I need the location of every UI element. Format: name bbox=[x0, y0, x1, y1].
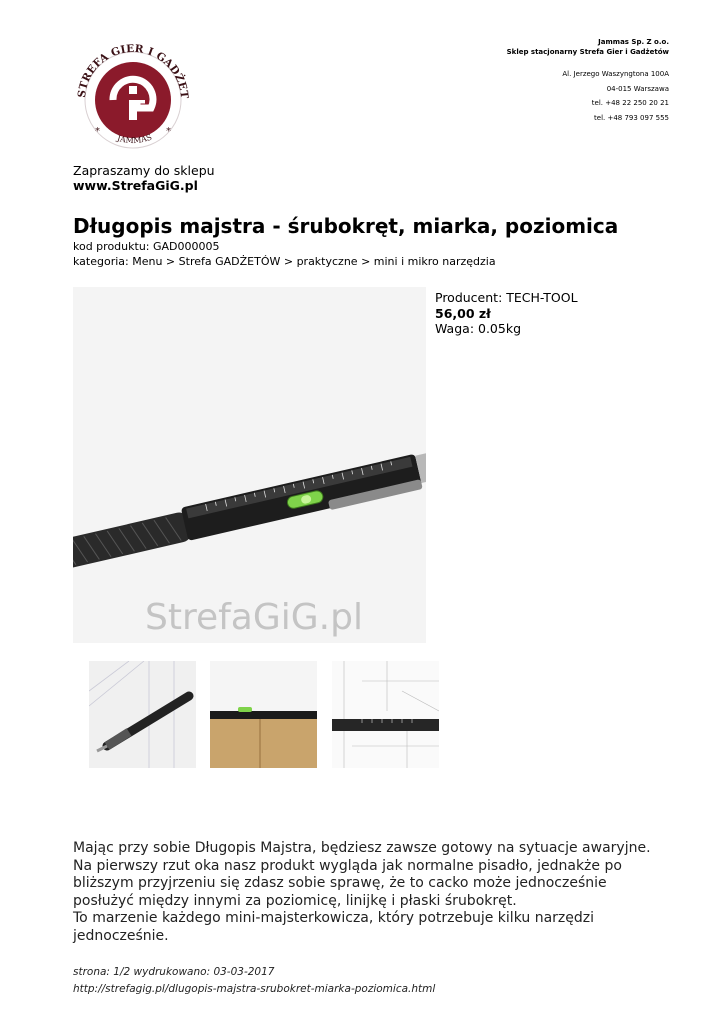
thumbnail-3[interactable] bbox=[332, 661, 439, 768]
thumbnail-2[interactable] bbox=[210, 661, 317, 768]
svg-text:*: * bbox=[95, 126, 100, 137]
company-info bbox=[507, 37, 669, 125]
product-code: kod produktu: GAD000005 bbox=[73, 240, 220, 253]
footer-url[interactable]: http://strefagig.pl/dlugopis-majstra-srubokret-miarka-poziomica.html bbox=[73, 983, 436, 995]
thumbnail-3-image bbox=[332, 661, 439, 768]
watermark-text: StrefaGiG.pl bbox=[145, 597, 363, 638]
company-subtitle: Sklep stacjonarny Strefa Gier i Gadżetów bbox=[506, 48, 669, 56]
description-paragraph: Na pierwszy rzut oka nasz produkt wygląda jak normalne pisadło, jednakże po bliższym przyjrzeniu się zdasz sobie sprawę, że to cacko może jednocześnie posłużyć między innymi za poziomicę, linijkę i płaski śrubokręt. bbox=[73, 857, 622, 909]
description-paragraph: Mając przy sobie Długopis Majstra, będziesz zawsze gotowy na sytuacje awaryjne. bbox=[73, 840, 651, 856]
product-info-box bbox=[435, 290, 578, 337]
address-street: Al. Jerzego Waszyngtona 100A bbox=[562, 70, 669, 78]
phone-2: tel. +48 793 097 555 bbox=[594, 113, 669, 122]
product-producer: Producent: TECH-TOOL bbox=[435, 290, 578, 305]
product-category: kategoria: Menu > Strefa GADŻETÓW > praktyczne > mini i mikro narzędzia bbox=[73, 255, 496, 268]
thumbnail-1[interactable] bbox=[89, 661, 196, 768]
logo-arc-text: STREFA GIER I GADŻET bbox=[75, 42, 191, 100]
store-logo bbox=[73, 38, 193, 158]
product-description bbox=[73, 840, 663, 945]
product-meta bbox=[73, 239, 496, 269]
address-city: 04-015 Warszawa bbox=[606, 84, 669, 93]
store-website-link[interactable]: www.StrefaGiG.pl bbox=[73, 178, 198, 193]
phone-1: tel. +48 22 250 20 21 bbox=[591, 99, 669, 107]
company-name: Jammas Sp. Z o.o. bbox=[598, 38, 669, 46]
description-paragraph: To marzenie każdego mini-majsterkowicza, który potrzebuje kilku narzędzi jednocześnie. bbox=[73, 910, 594, 944]
page-footer bbox=[73, 964, 435, 998]
main-product-photo[interactable] bbox=[73, 287, 426, 643]
product-weight: Waga: 0.05kg bbox=[435, 321, 522, 336]
svg-text:*: * bbox=[166, 126, 171, 137]
store-invite bbox=[73, 163, 215, 193]
thumbnail-1-image bbox=[89, 661, 196, 768]
invite-text: Zapraszamy do sklepu bbox=[73, 163, 215, 178]
footer-page-info: strona: 1/2 wydrukowano: 03-03-2017 bbox=[73, 966, 275, 978]
product-price: 56,00 zł bbox=[435, 305, 491, 321]
logo-bottom-text: JAMMAS bbox=[116, 132, 154, 146]
pen-illustration bbox=[73, 287, 426, 643]
thumbnail-2-image bbox=[210, 661, 317, 768]
store-logo-graphic bbox=[73, 38, 193, 158]
product-title: Długopis majstra - śrubokręt, miarka, poziomica bbox=[73, 214, 619, 238]
